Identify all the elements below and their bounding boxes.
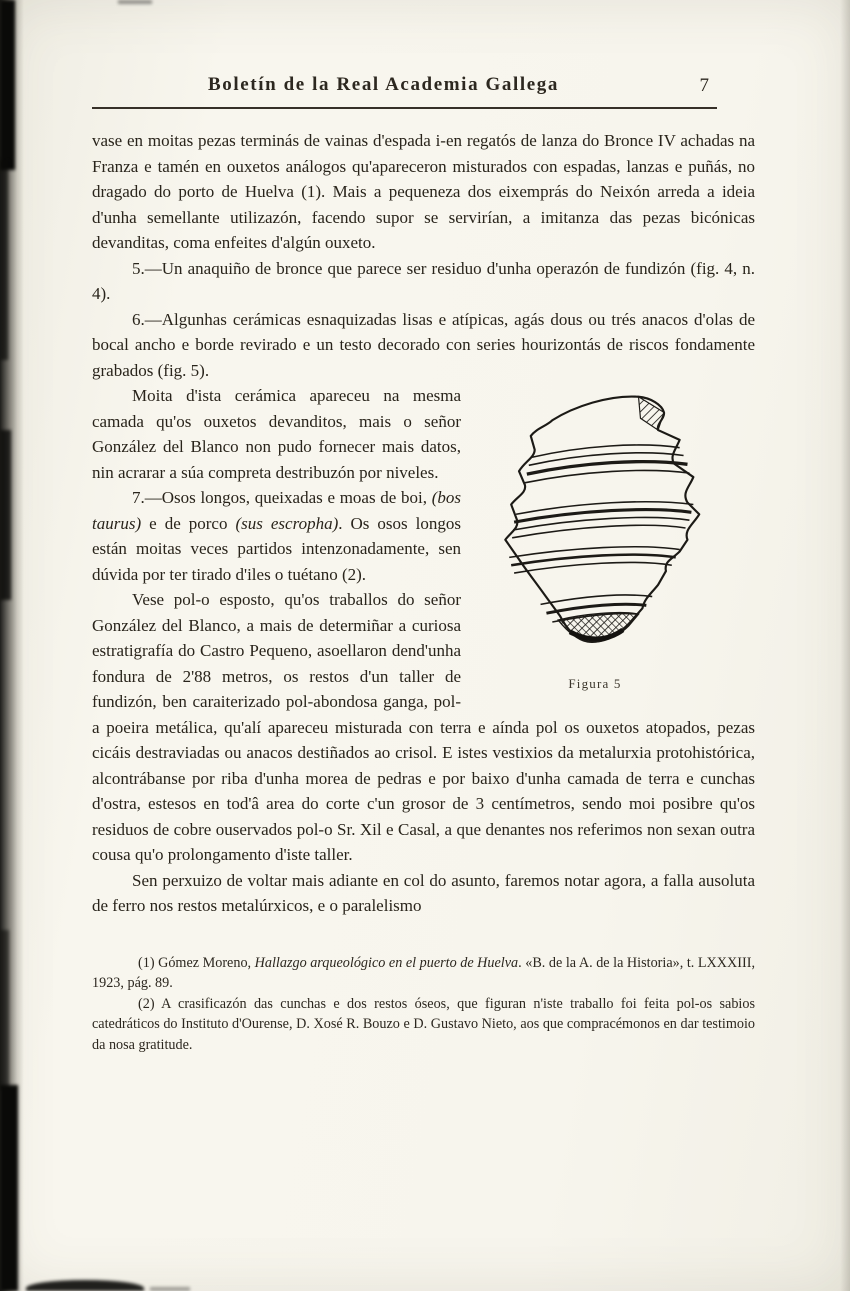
italic-term: (bos taurus) (92, 488, 461, 533)
paragraph-7: Sen perxuizo de voltar mais adiante en col do asunto, faremos notar agora, a falla ausoluta de ferro nos restos metalúrxicos, e o paralelismo (92, 870, 755, 915)
italic-title: Hallazgo arqueológico en el puerto de Huelva (254, 954, 519, 971)
paragraph-3: 6.—Algunhas cerámicas esnaquizadas lisas e atípicas, agás dous ou trés anacos d'olas de bocal ancho e borde revirado e un testo decorado con series hourizontás de riscos fondamente grabados (fig. 5). (92, 309, 755, 380)
paragraph-4: Moita d'ista cerámica apareceu na mesma camada qu'os ouxetos devanditos, mais o señor González del Blanco non pudo fornecer mais datos, nin acrarar a súa compreta destribuzón por niveles. (92, 386, 461, 482)
header-rule (92, 107, 717, 109)
text-segment: e de porco (141, 513, 236, 533)
footnote-2: (2) A crasificazón das cunchas e dos restos óseos, que figuran n'iste traballo foi feita pol-os sabios catedráticos do Instituto d'Ourense, D. Xosé R. Bouzo e D. Gustavo Nieto, aos que compracémonos en dar testimoio da nosa gratitude. (92, 995, 755, 1053)
paragraph-1: vase en moitas pezas terminás de vainas d'espada i-en regatós de lanza do Bronce IV achadas na Franza e tamén en ouxetos análogos qu'apareceron misturados con espadas, lanzas e puñás, no dragado do porto de Huelva (1). Mais a pequeneza dos eixemprás do Neixón arreda a ideia d'unha semellante utilizazón, facendo supor se servirían, a imitanza das pezas bicónicas devanditas, coma enfeites d'algún ouxeto. (92, 131, 755, 252)
text-segment: . Os osos longos están moitas veces partidos intenzonadamente, sen dúvida por ter tirado d'iles o tuétano (2). (92, 513, 461, 584)
footnotes (92, 953, 755, 1056)
page-header (92, 74, 755, 104)
text-segment: 7.—Osos longos, queixadas e moas de boi, (132, 488, 432, 507)
page-title: Boletín de la Real Academia Gallega (207, 74, 559, 95)
figure-5 (475, 385, 755, 705)
scan-artifact (26, 1280, 144, 1291)
figure-caption: Figura 5 (568, 676, 622, 691)
scan-artifact (0, 1085, 18, 1291)
paragraph-2: 5.—Un anaquiño de bronce que parece ser residuo d'unha operazón de fundizón (fig. 4, n. 4). (92, 258, 755, 303)
scan-artifact (150, 1287, 190, 1291)
pottery-sherd-drawing (482, 385, 748, 671)
footnote-1 (92, 953, 755, 994)
text-segment: (1) Gómez Moreno, (138, 954, 255, 971)
body-text (92, 128, 755, 919)
text-segment: . «B. de la A. de la Historia», t. LXXXIII, 1923, pág. 89. (92, 954, 755, 991)
italic-term: (sus escropha) (235, 513, 339, 533)
page-number: 7 (699, 75, 709, 96)
paragraph-6: Vese pol-o esposto, qu'os traballos do señor González del Blanco, a mais de determiñar a curiosa estratigrafía do Castro Pequeno, asoellaron dend'unha fondura de 2'88 metros, os restos d'un taller de fundizón, ben caraiterizado pol-abondosa ganga, pol-a poeira metálica, qu'alí apareceu misturada con terra e aínda pol os ouxetos atopados, pezas cicáis destraviadas ou anacos destiñados ao crisol. E istes vestixios da metalurxia protohistórica, alcontrábanse por riba d'unha morea de pedras e por baixo d'unha camada de terra e cunchas d'ostra, estesos en tod'â area do corte c'un grosor de 3 centímetros, sendo moi posibre qu'os residuos de cobre ouservados pol-o Sr. Xil e Casal, a que denantes nos referimos non sexan outra cousa qu'o prolongamento d'iste taller. (92, 590, 755, 864)
